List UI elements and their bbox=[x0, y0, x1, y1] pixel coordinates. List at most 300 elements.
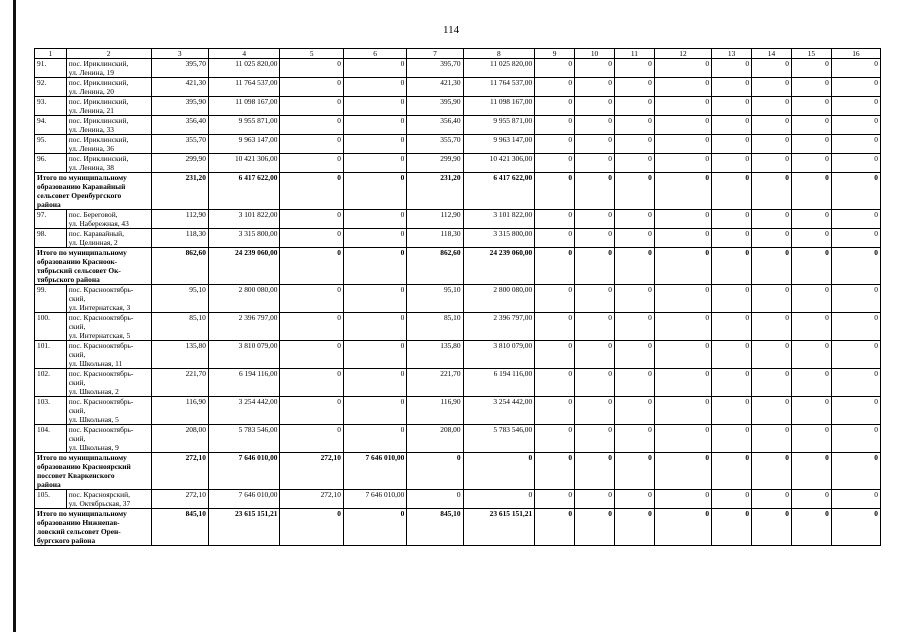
value-cell: 0 bbox=[791, 313, 831, 341]
value-cell: 0 bbox=[280, 341, 343, 369]
value-cell: 0 bbox=[654, 78, 711, 97]
value-cell: 0 bbox=[614, 509, 654, 546]
value-cell: 5 783 546,00 bbox=[208, 425, 280, 453]
table-row bbox=[35, 490, 881, 509]
value-cell: 0 bbox=[712, 97, 752, 116]
value-cell: 0 bbox=[791, 341, 831, 369]
value-cell: 7 646 010,00 bbox=[208, 490, 280, 509]
value-cell: 0 bbox=[712, 135, 752, 154]
value-cell: 3 254 442,00 bbox=[463, 397, 535, 425]
value-cell: 9 955 871,00 bbox=[463, 116, 535, 135]
value-cell: 0 bbox=[791, 135, 831, 154]
row-number: 97. bbox=[35, 210, 67, 229]
value-cell: 356,40 bbox=[407, 116, 463, 135]
value-cell: 0 bbox=[752, 229, 792, 248]
value-cell: 112,90 bbox=[407, 210, 463, 229]
table-row bbox=[35, 397, 881, 425]
value-cell: 118,30 bbox=[151, 229, 208, 248]
value-cell: 112,90 bbox=[151, 210, 208, 229]
value-cell: 0 bbox=[280, 248, 343, 285]
value-cell: 0 bbox=[654, 154, 711, 173]
address-cell: пос. Ириклинский, ул. Ленина, 33 bbox=[66, 116, 151, 135]
table-row bbox=[35, 229, 881, 248]
value-cell: 0 bbox=[535, 453, 575, 490]
value-cell: 0 bbox=[575, 369, 615, 397]
value-cell: 0 bbox=[831, 425, 880, 453]
value-cell: 0 bbox=[831, 173, 880, 210]
address-cell: пос. Краснооктябрь- ский, ул. Школьная, 11 bbox=[66, 341, 151, 369]
value-cell: 0 bbox=[575, 154, 615, 173]
address-cell: пос. Краснооктябрь- ский, ул. Школьная, 9 bbox=[66, 425, 151, 453]
value-cell: 0 bbox=[791, 425, 831, 453]
value-cell: 0 bbox=[575, 210, 615, 229]
value-cell: 11 098 167,00 bbox=[463, 97, 535, 116]
value-cell: 9 955 871,00 bbox=[208, 116, 280, 135]
value-cell: 0 bbox=[280, 59, 343, 78]
value-cell: 0 bbox=[280, 425, 343, 453]
value-cell: 3 101 822,00 bbox=[208, 210, 280, 229]
value-cell: 0 bbox=[712, 248, 752, 285]
value-cell: 0 bbox=[712, 59, 752, 78]
value-cell: 0 bbox=[343, 135, 406, 154]
value-cell: 0 bbox=[535, 397, 575, 425]
value-cell: 0 bbox=[791, 78, 831, 97]
value-cell: 421,30 bbox=[407, 78, 463, 97]
value-cell: 0 bbox=[343, 173, 406, 210]
column-number: 2 bbox=[66, 49, 151, 59]
value-cell: 845,10 bbox=[151, 509, 208, 546]
housing-registry-table bbox=[34, 48, 881, 546]
value-cell: 0 bbox=[752, 59, 792, 78]
value-cell: 355,70 bbox=[151, 135, 208, 154]
value-cell: 0 bbox=[575, 97, 615, 116]
column-number: 14 bbox=[752, 49, 792, 59]
value-cell: 0 bbox=[280, 229, 343, 248]
value-cell: 3 315 800,00 bbox=[208, 229, 280, 248]
value-cell: 0 bbox=[712, 313, 752, 341]
value-cell: 0 bbox=[575, 116, 615, 135]
value-cell: 0 bbox=[831, 59, 880, 78]
value-cell: 0 bbox=[791, 229, 831, 248]
value-cell: 0 bbox=[343, 285, 406, 313]
value-cell: 0 bbox=[791, 116, 831, 135]
value-cell: 0 bbox=[535, 97, 575, 116]
value-cell: 2 800 080,00 bbox=[463, 285, 535, 313]
value-cell: 6 194 116,00 bbox=[208, 369, 280, 397]
value-cell: 231,20 bbox=[407, 173, 463, 210]
value-cell: 85,10 bbox=[407, 313, 463, 341]
address-cell: пос. Береговой, ул. Набережная, 43 bbox=[66, 210, 151, 229]
value-cell: 95,10 bbox=[151, 285, 208, 313]
value-cell: 0 bbox=[343, 425, 406, 453]
value-cell: 0 bbox=[343, 210, 406, 229]
value-cell: 24 239 060,00 bbox=[208, 248, 280, 285]
value-cell: 0 bbox=[654, 173, 711, 210]
value-cell: 3 810 079,00 bbox=[463, 341, 535, 369]
value-cell: 0 bbox=[535, 229, 575, 248]
column-number: 6 bbox=[343, 49, 406, 59]
value-cell: 0 bbox=[712, 453, 752, 490]
value-cell: 0 bbox=[791, 97, 831, 116]
value-cell: 7 646 010,00 bbox=[343, 453, 406, 490]
subtotal-title: Итого по муниципальному образованию Нижнепав- ловский сельсовет Орен- бургского района bbox=[35, 509, 152, 546]
value-cell: 0 bbox=[791, 173, 831, 210]
value-cell: 0 bbox=[614, 453, 654, 490]
value-cell: 0 bbox=[614, 59, 654, 78]
value-cell: 356,40 bbox=[151, 116, 208, 135]
address-cell: пос. Краснооктябрь- ский, ул. Интернатская, 3 bbox=[66, 285, 151, 313]
value-cell: 0 bbox=[535, 78, 575, 97]
value-cell: 0 bbox=[712, 78, 752, 97]
value-cell: 0 bbox=[712, 397, 752, 425]
value-cell: 0 bbox=[712, 285, 752, 313]
value-cell: 10 421 306,00 bbox=[208, 154, 280, 173]
value-cell: 116,90 bbox=[151, 397, 208, 425]
value-cell: 95,10 bbox=[407, 285, 463, 313]
value-cell: 208,00 bbox=[407, 425, 463, 453]
row-number: 96. bbox=[35, 154, 67, 173]
value-cell: 421,30 bbox=[151, 78, 208, 97]
table-row bbox=[35, 210, 881, 229]
value-cell: 0 bbox=[831, 369, 880, 397]
page-number: 114 bbox=[443, 24, 460, 36]
value-cell: 0 bbox=[280, 285, 343, 313]
column-number: 3 bbox=[151, 49, 208, 59]
value-cell: 0 bbox=[831, 453, 880, 490]
value-cell: 0 bbox=[280, 210, 343, 229]
column-number: 5 bbox=[280, 49, 343, 59]
value-cell: 0 bbox=[712, 369, 752, 397]
value-cell: 0 bbox=[654, 509, 711, 546]
column-number: 10 bbox=[575, 49, 615, 59]
row-number: 105. bbox=[35, 490, 67, 509]
value-cell: 6 417 622,00 bbox=[463, 173, 535, 210]
value-cell: 0 bbox=[535, 313, 575, 341]
subtotal-row bbox=[35, 248, 881, 285]
value-cell: 23 615 151,21 bbox=[208, 509, 280, 546]
value-cell: 118,30 bbox=[407, 229, 463, 248]
value-cell: 0 bbox=[831, 313, 880, 341]
value-cell: 0 bbox=[712, 210, 752, 229]
value-cell: 0 bbox=[280, 397, 343, 425]
value-cell: 6 194 116,00 bbox=[463, 369, 535, 397]
value-cell: 0 bbox=[280, 173, 343, 210]
column-number: 4 bbox=[208, 49, 280, 59]
value-cell: 0 bbox=[575, 313, 615, 341]
value-cell: 0 bbox=[654, 285, 711, 313]
value-cell: 0 bbox=[614, 313, 654, 341]
value-cell: 395,70 bbox=[151, 59, 208, 78]
value-cell: 272,10 bbox=[151, 453, 208, 490]
value-cell: 0 bbox=[535, 285, 575, 313]
address-cell: пос. Ириклинский, ул. Ленина, 38 bbox=[66, 154, 151, 173]
value-cell: 0 bbox=[343, 341, 406, 369]
value-cell: 2 396 797,00 bbox=[208, 313, 280, 341]
value-cell: 0 bbox=[614, 341, 654, 369]
value-cell: 0 bbox=[280, 97, 343, 116]
value-cell: 272,10 bbox=[280, 490, 343, 509]
value-cell: 0 bbox=[654, 248, 711, 285]
value-cell: 0 bbox=[791, 397, 831, 425]
table-row bbox=[35, 78, 881, 97]
value-cell: 0 bbox=[535, 173, 575, 210]
address-cell: пос. Краснооктябрь- ский, ул. Интернатская, 5 bbox=[66, 313, 151, 341]
value-cell: 0 bbox=[654, 425, 711, 453]
value-cell: 0 bbox=[614, 425, 654, 453]
value-cell: 862,60 bbox=[407, 248, 463, 285]
value-cell: 0 bbox=[752, 313, 792, 341]
subtotal-row bbox=[35, 509, 881, 546]
value-cell: 0 bbox=[712, 173, 752, 210]
value-cell: 0 bbox=[463, 490, 535, 509]
value-cell: 0 bbox=[614, 369, 654, 397]
value-cell: 0 bbox=[752, 78, 792, 97]
row-number: 99. bbox=[35, 285, 67, 313]
value-cell: 0 bbox=[535, 59, 575, 78]
value-cell: 0 bbox=[654, 97, 711, 116]
value-cell: 0 bbox=[614, 154, 654, 173]
value-cell: 0 bbox=[343, 248, 406, 285]
value-cell: 0 bbox=[654, 59, 711, 78]
value-cell: 0 bbox=[831, 116, 880, 135]
value-cell: 0 bbox=[831, 78, 880, 97]
value-cell: 221,70 bbox=[407, 369, 463, 397]
value-cell: 395,90 bbox=[407, 97, 463, 116]
value-cell: 0 bbox=[343, 78, 406, 97]
value-cell: 0 bbox=[712, 229, 752, 248]
value-cell: 0 bbox=[654, 397, 711, 425]
value-cell: 2 396 797,00 bbox=[463, 313, 535, 341]
value-cell: 0 bbox=[575, 341, 615, 369]
value-cell: 0 bbox=[831, 509, 880, 546]
value-cell: 11 764 537,00 bbox=[208, 78, 280, 97]
value-cell: 7 646 010,00 bbox=[343, 490, 406, 509]
row-number: 100. bbox=[35, 313, 67, 341]
value-cell: 0 bbox=[614, 285, 654, 313]
value-cell: 0 bbox=[343, 313, 406, 341]
value-cell: 0 bbox=[614, 248, 654, 285]
value-cell: 0 bbox=[831, 97, 880, 116]
value-cell: 0 bbox=[791, 248, 831, 285]
value-cell: 0 bbox=[831, 490, 880, 509]
value-cell: 0 bbox=[535, 425, 575, 453]
table-row bbox=[35, 341, 881, 369]
value-cell: 0 bbox=[831, 285, 880, 313]
value-cell: 135,80 bbox=[151, 341, 208, 369]
row-number: 101. bbox=[35, 341, 67, 369]
value-cell: 0 bbox=[654, 369, 711, 397]
value-cell: 0 bbox=[654, 313, 711, 341]
value-cell: 0 bbox=[575, 453, 615, 490]
value-cell: 0 bbox=[614, 135, 654, 154]
subtotal-title: Итого по муниципальному образованию Красноок- тябрьский сельсовет Ок- тябрьского района bbox=[35, 248, 152, 285]
table-body bbox=[35, 59, 881, 546]
value-cell: 0 bbox=[535, 490, 575, 509]
value-cell: 0 bbox=[831, 154, 880, 173]
value-cell: 0 bbox=[535, 509, 575, 546]
column-number: 8 bbox=[463, 49, 535, 59]
column-number: 11 bbox=[614, 49, 654, 59]
value-cell: 11 025 820,00 bbox=[208, 59, 280, 78]
value-cell: 0 bbox=[752, 509, 792, 546]
value-cell: 299,90 bbox=[407, 154, 463, 173]
value-cell: 0 bbox=[280, 313, 343, 341]
value-cell: 85,10 bbox=[151, 313, 208, 341]
value-cell: 0 bbox=[791, 490, 831, 509]
value-cell: 0 bbox=[614, 210, 654, 229]
row-number: 102. bbox=[35, 369, 67, 397]
value-cell: 0 bbox=[752, 490, 792, 509]
value-cell: 2 800 080,00 bbox=[208, 285, 280, 313]
value-cell: 845,10 bbox=[407, 509, 463, 546]
value-cell: 116,90 bbox=[407, 397, 463, 425]
value-cell: 0 bbox=[654, 135, 711, 154]
value-cell: 0 bbox=[752, 341, 792, 369]
table-row bbox=[35, 425, 881, 453]
value-cell: 0 bbox=[343, 116, 406, 135]
subtotal-title: Итого по муниципальному образованию Каравайный сельсовет Оренбургского района bbox=[35, 173, 152, 210]
value-cell: 0 bbox=[575, 490, 615, 509]
value-cell: 0 bbox=[752, 135, 792, 154]
value-cell: 0 bbox=[535, 210, 575, 229]
value-cell: 10 421 306,00 bbox=[463, 154, 535, 173]
value-cell: 0 bbox=[712, 509, 752, 546]
column-number: 1 bbox=[35, 49, 67, 59]
value-cell: 0 bbox=[575, 78, 615, 97]
value-cell: 0 bbox=[535, 116, 575, 135]
value-cell: 11 764 537,00 bbox=[463, 78, 535, 97]
row-number: 93. bbox=[35, 97, 67, 116]
value-cell: 0 bbox=[791, 59, 831, 78]
value-cell: 0 bbox=[712, 490, 752, 509]
value-cell: 0 bbox=[791, 369, 831, 397]
value-cell: 0 bbox=[535, 341, 575, 369]
value-cell: 24 239 060,00 bbox=[463, 248, 535, 285]
address-cell: пос. Ириклинский, ул. Ленина, 36 bbox=[66, 135, 151, 154]
table-row bbox=[35, 59, 881, 78]
value-cell: 0 bbox=[575, 285, 615, 313]
value-cell: 0 bbox=[343, 59, 406, 78]
value-cell: 355,70 bbox=[407, 135, 463, 154]
value-cell: 0 bbox=[343, 397, 406, 425]
value-cell: 0 bbox=[343, 97, 406, 116]
value-cell: 0 bbox=[614, 397, 654, 425]
value-cell: 0 bbox=[752, 154, 792, 173]
value-cell: 299,90 bbox=[151, 154, 208, 173]
value-cell: 0 bbox=[280, 369, 343, 397]
value-cell: 0 bbox=[575, 397, 615, 425]
value-cell: 0 bbox=[575, 173, 615, 210]
value-cell: 0 bbox=[407, 453, 463, 490]
value-cell: 0 bbox=[791, 509, 831, 546]
value-cell: 0 bbox=[614, 78, 654, 97]
value-cell: 3 101 822,00 bbox=[463, 210, 535, 229]
value-cell: 9 963 147,00 bbox=[463, 135, 535, 154]
subtotal-title: Итого по муниципальному образованию Красноярский поссовет Кваркенского района bbox=[35, 453, 152, 490]
value-cell: 0 bbox=[614, 229, 654, 248]
value-cell: 0 bbox=[535, 248, 575, 285]
value-cell: 395,90 bbox=[151, 97, 208, 116]
address-cell: пос. Каравайный, ул. Целинная, 2 bbox=[66, 229, 151, 248]
value-cell: 0 bbox=[791, 154, 831, 173]
value-cell: 0 bbox=[654, 229, 711, 248]
row-number: 92. bbox=[35, 78, 67, 97]
address-cell: пос. Красноярский, ул. Октябрьская, 37 bbox=[66, 490, 151, 509]
value-cell: 0 bbox=[343, 229, 406, 248]
table-row bbox=[35, 313, 881, 341]
value-cell: 0 bbox=[831, 135, 880, 154]
value-cell: 9 963 147,00 bbox=[208, 135, 280, 154]
value-cell: 0 bbox=[752, 248, 792, 285]
value-cell: 3 315 800,00 bbox=[463, 229, 535, 248]
value-cell: 23 615 151,21 bbox=[463, 509, 535, 546]
value-cell: 0 bbox=[463, 453, 535, 490]
value-cell: 135,80 bbox=[407, 341, 463, 369]
address-cell: пос. Ириклинский, ул. Ленина, 20 bbox=[66, 78, 151, 97]
row-number: 103. bbox=[35, 397, 67, 425]
value-cell: 0 bbox=[791, 453, 831, 490]
value-cell: 0 bbox=[712, 154, 752, 173]
value-cell: 0 bbox=[535, 369, 575, 397]
subtotal-row bbox=[35, 453, 881, 490]
value-cell: 0 bbox=[791, 285, 831, 313]
value-cell: 0 bbox=[280, 509, 343, 546]
value-cell: 0 bbox=[575, 59, 615, 78]
value-cell: 0 bbox=[752, 425, 792, 453]
table-row bbox=[35, 135, 881, 154]
value-cell: 0 bbox=[752, 97, 792, 116]
value-cell: 0 bbox=[343, 369, 406, 397]
value-cell: 0 bbox=[407, 490, 463, 509]
value-cell: 0 bbox=[712, 116, 752, 135]
table-row bbox=[35, 97, 881, 116]
value-cell: 0 bbox=[654, 116, 711, 135]
value-cell: 0 bbox=[280, 154, 343, 173]
address-cell: пос. Краснооктябрь- ский, ул. Школьная, 2 bbox=[66, 369, 151, 397]
value-cell: 0 bbox=[343, 509, 406, 546]
value-cell: 0 bbox=[752, 285, 792, 313]
value-cell: 0 bbox=[614, 490, 654, 509]
value-cell: 6 417 622,00 bbox=[208, 173, 280, 210]
address-cell: пос. Краснооктябрь- ский, ул. Школьная, 5 bbox=[66, 397, 151, 425]
column-number-row bbox=[35, 49, 881, 59]
value-cell: 11 098 167,00 bbox=[208, 97, 280, 116]
scan-edge-line bbox=[13, 0, 16, 632]
column-number: 12 bbox=[654, 49, 711, 59]
value-cell: 0 bbox=[343, 154, 406, 173]
value-cell: 0 bbox=[654, 453, 711, 490]
row-number: 94. bbox=[35, 116, 67, 135]
row-number: 95. bbox=[35, 135, 67, 154]
value-cell: 0 bbox=[752, 397, 792, 425]
value-cell: 0 bbox=[575, 135, 615, 154]
value-cell: 3 810 079,00 bbox=[208, 341, 280, 369]
value-cell: 0 bbox=[831, 341, 880, 369]
value-cell: 0 bbox=[614, 173, 654, 210]
value-cell: 11 025 820,00 bbox=[463, 59, 535, 78]
value-cell: 0 bbox=[575, 229, 615, 248]
value-cell: 0 bbox=[752, 369, 792, 397]
column-number: 7 bbox=[407, 49, 463, 59]
value-cell: 231,20 bbox=[151, 173, 208, 210]
value-cell: 0 bbox=[831, 248, 880, 285]
value-cell: 7 646 010,00 bbox=[208, 453, 280, 490]
value-cell: 0 bbox=[535, 154, 575, 173]
value-cell: 0 bbox=[831, 397, 880, 425]
value-cell: 0 bbox=[575, 509, 615, 546]
column-number: 9 bbox=[535, 49, 575, 59]
value-cell: 862,60 bbox=[151, 248, 208, 285]
